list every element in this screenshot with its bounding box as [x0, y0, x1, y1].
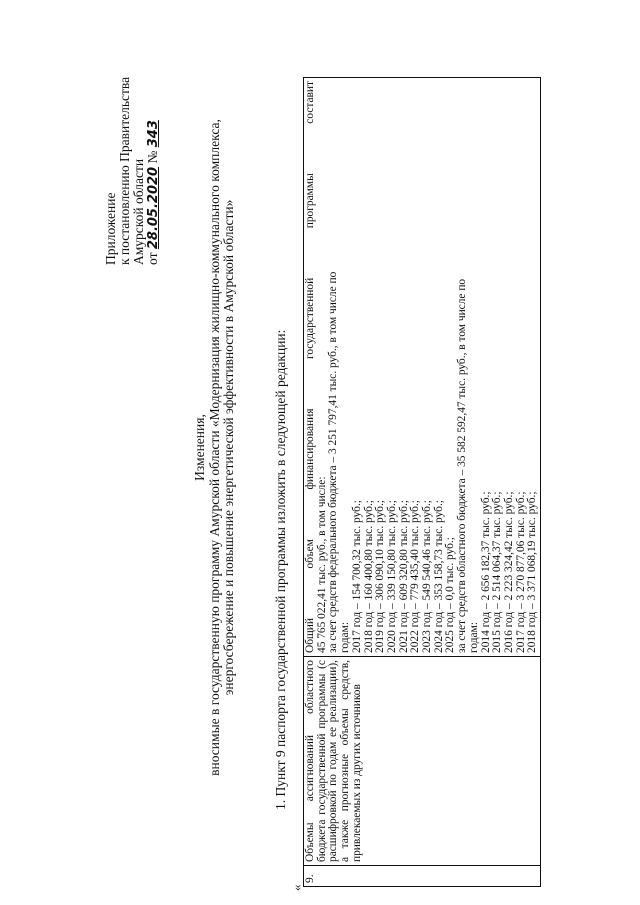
regional-line-2: годам:: [467, 622, 480, 653]
document-heading: [193, 50, 237, 845]
federal-year-2021: 2021 год – 609 320,80 тыс. руб.;: [397, 500, 410, 653]
date-prefix: от: [145, 252, 160, 265]
handwritten-number: 343: [146, 120, 161, 148]
federal-year-2024: 2024 год – 353 158,73 тыс. руб.;: [432, 500, 445, 653]
federal-year-2025: 2025 год – 0,0 тыс. руб.;: [444, 537, 457, 653]
heading-line-2: энергосбережение и повышение энергетической эффективности в Амурской области»: [221, 199, 236, 696]
appendix-region: Амурской области: [131, 158, 146, 265]
appendix-resolution: к постановлению Правительства: [117, 76, 132, 265]
appendix-date-line: [146, 77, 161, 265]
row-funding: [304, 78, 541, 657]
regional-year-2017: 2017 год – 3 270 877,06 тыс. руб.;: [514, 491, 527, 653]
handwritten-date: 28.05.2020: [146, 166, 161, 250]
regional-year-2014: 2014 год – 2 656 182,37 тыс. руб.;: [479, 491, 492, 653]
federal-line-2: годам:: [339, 622, 352, 653]
federal-year-2023: 2023 год – 549 540,46 тыс. руб.;: [421, 500, 434, 653]
amendment-point: 1. Пункт 9 паспорта государственной программы изложить в следующей редакции:: [273, 329, 288, 810]
total-line-1: Общий объем финансирования государственной программы составит: [304, 81, 316, 653]
total-line-2: 45 765 022,41 тыс. руб., в том числе:: [315, 476, 328, 653]
regional-line-1: за счет средств областного бюджета – 35 582 592,47 тыс. руб., в том числе по: [456, 278, 469, 653]
appendix-block: [104, 77, 161, 265]
heading-title: Изменения,: [192, 414, 207, 481]
appendix-title: Приложение: [103, 192, 118, 265]
federal-year-2018: 2018 год – 160 400,80 тыс. руб.;: [362, 500, 375, 653]
number-prefix: №: [145, 150, 160, 164]
federal-year-2019: 2019 год – 306 090,10 тыс. руб.;: [374, 500, 387, 653]
row-number: 9.: [304, 866, 541, 887]
federal-year-2022: 2022 год – 779 435,40 тыс. руб.;: [409, 500, 422, 653]
opening-quote: «: [289, 884, 304, 891]
federal-line-1: за счет средств федерального бюджета – 3 251 797,41 тыс. руб., в том числе по: [327, 271, 340, 653]
passport-table: [303, 77, 541, 887]
regional-year-2016: 2016 год – 2 223 324,42 тыс. руб.;: [502, 491, 515, 653]
heading-line-1: вносимые в государственную программу Амурской области «Модернизация жилищно-коммунального комплекса,: [206, 119, 222, 776]
regional-year-2015: 2015 год – 2 514 064,37 тыс. руб.;: [491, 491, 504, 653]
regional-year-2018: 2018 год – 3 371 068,19 тыс. руб.;: [526, 491, 539, 653]
federal-year-2017: 2017 год – 154 700,32 тыс. руб.;: [350, 500, 363, 653]
row-description: Объемы ассигнований областного бюджета государственной программы (с расшифровкой по годам ее реализации), а также прогнозные объемы средств, привлекаемых из других источников: [304, 657, 541, 866]
federal-year-2020: 2020 год – 339 150,80 тыс. руб.;: [385, 500, 398, 653]
table-row: [304, 78, 541, 887]
